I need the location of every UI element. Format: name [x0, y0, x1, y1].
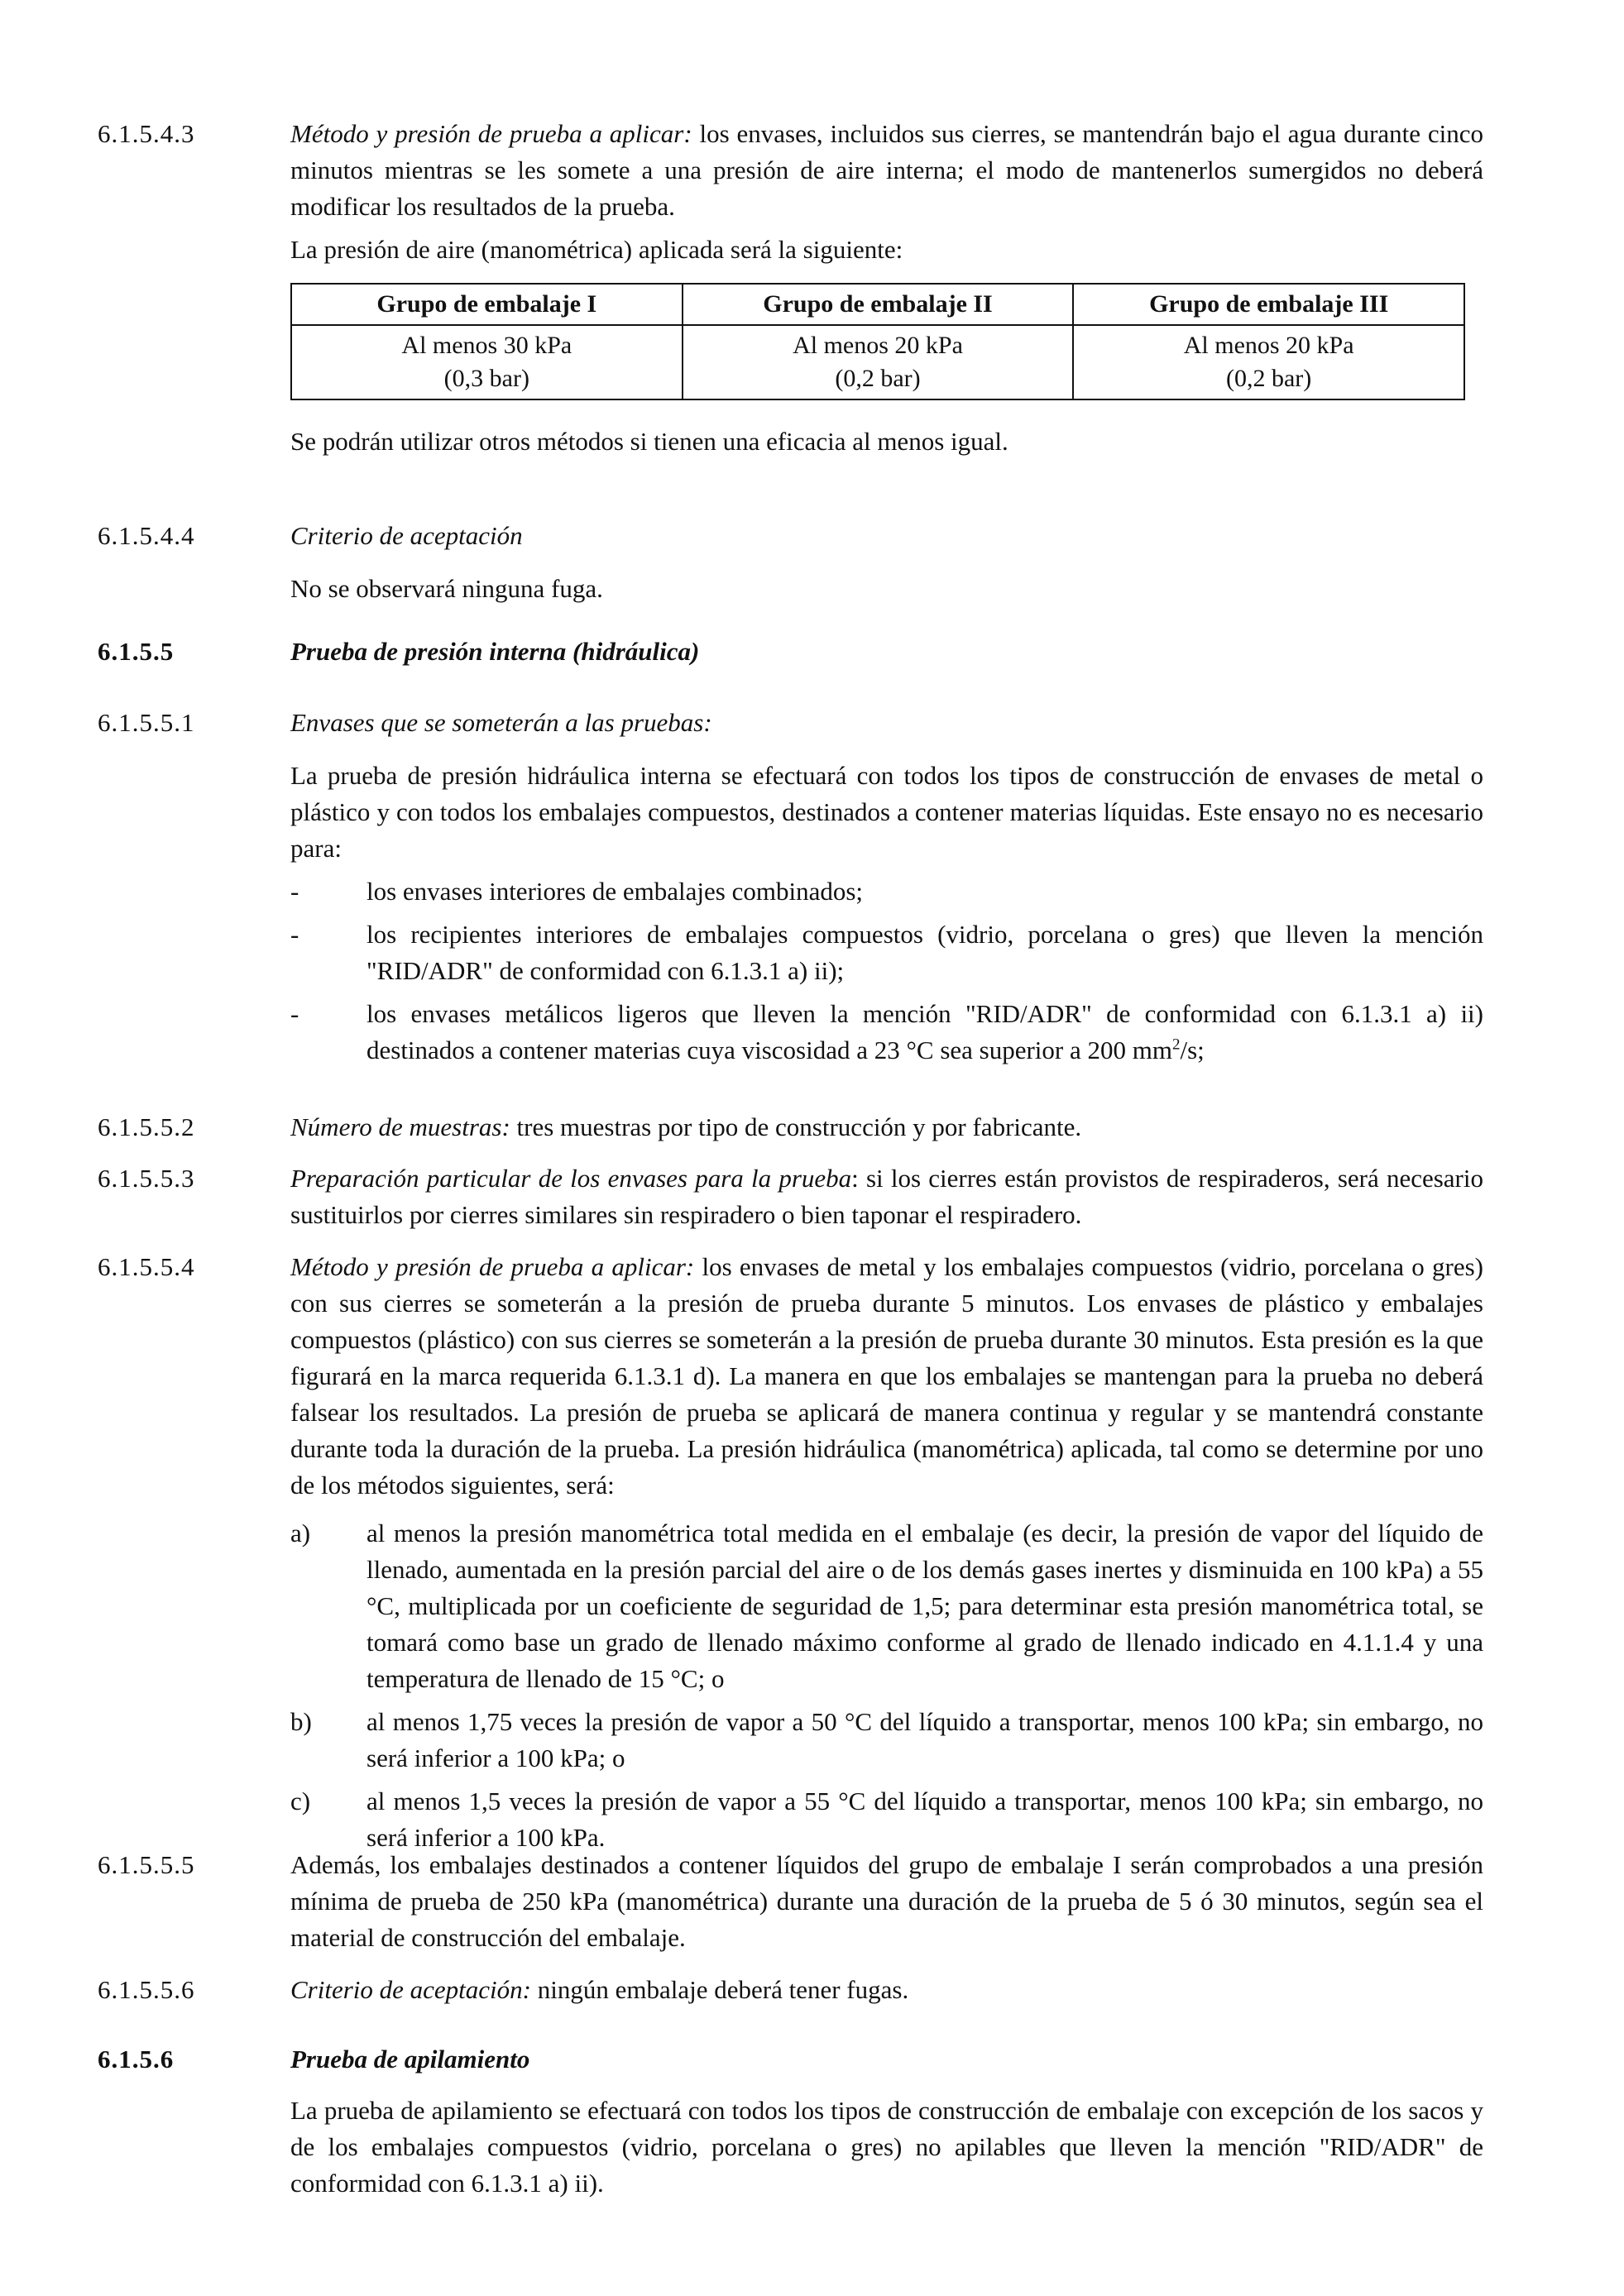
section-paragraph: No se observará ninguna fuga.	[290, 574, 603, 603]
section-number: 6.1.5.5.3	[98, 1164, 195, 1193]
section-number: 6.1.5.5.4	[98, 1252, 195, 1281]
table-cell: Al menos 20 kPa (0,2 bar)	[1073, 325, 1464, 399]
section-paragraph: Criterio de aceptación: ningún embalaje deberá tener fugas.	[290, 1975, 909, 2004]
section-title: Número de muestras:	[290, 1112, 510, 1141]
section-paragraph: Número de muestras: tres muestras por tipo de construcción y por fabricante.	[290, 1112, 1082, 1141]
section-title: Método y presión de prueba a aplicar:	[290, 1252, 695, 1281]
section-number: 6.1.5.5.2	[98, 1112, 195, 1141]
section-title: Método y presión de prueba a aplicar:	[290, 119, 692, 148]
section-paragraph: La prueba de presión hidráulica interna se efectuará con todos los tipos de construcción de envases de metal o plástico y con todos los embalajes compuestos, destinados a contener materias líquidas. Este ensayo no es necesario para:	[290, 761, 1483, 863]
air-pressure-table	[290, 283, 1465, 400]
table-cell: Al menos 30 kPa (0,3 bar)	[291, 325, 683, 399]
section-paragraph: Además, los embalajes destinados a contener líquidos del grupo de embalaje I serán comprobados a una presión mínima de prueba de 250 kPa (manométrica) durante una duración de la prueba de 5 ó 30 minutos, según sea el material de construcción del embalaje.	[290, 1850, 1483, 1952]
list-item: b) al menos 1,75 veces la presión de vapor a 50 °C del líquido a transportar, menos 100 kPa; sin embargo, no será inferior a 100 kPa; o	[290, 1707, 1483, 1772]
section-title: Preparación particular de los envases para la prueba	[290, 1164, 852, 1193]
section-paragraph: La prueba de apilamiento se efectuará con todos los tipos de construcción de embalaje con excepción de los sacos y de los embalajes compuestos (vidrio, porcelana o gres) no apilables que lleven la mención "RID/ADR" de conformidad con 6.1.3.1 a) ii).	[290, 2096, 1483, 2198]
section-title: Prueba de apilamiento	[290, 2045, 530, 2074]
list-item: c) al menos 1,5 veces la presión de vapor a 55 °C del líquido a transportar, menos 100 kPa; sin embargo, no será inferior a 100 kPa.	[290, 1787, 1483, 1852]
section-paragraph: Preparación particular de los envases para la prueba: si los cierres están provistos de respiraderos, será necesario sustituirlos por cierres similares sin respiradero o bien taponar el respiradero.	[290, 1164, 1483, 1229]
section-number: 6.1.5.5.6	[98, 1975, 195, 2004]
section-number: 6.1.5.4.3	[98, 119, 195, 148]
list-item: a) al menos la presión manométrica total medida en el embalaje (es decir, la presión de vapor del líquido de llenado, aumentada en la presión parcial del aire o de los demás gases inertes y disminuida en 100 kPa) a 55 °C, multiplicada por un coeficiente de seguridad de 1,5; para determinar esta presión manométrica total, se tomará como base un grado de llenado máximo conforme al grado de llenado indicado en 4.1.1.4 y una temperatura de llenado de 15 °C; o	[290, 1519, 1483, 1693]
section-number: 6.1.5.5	[98, 637, 175, 666]
list-item: - los envases metálicos ligeros que lleven la mención "RID/ADR" de conformidad con 6.1.3.1 a) ii) destinados a contener materias cuya viscosidad a 23 °C sea superior a 200 $mm^2/s$;	[290, 999, 1483, 1064]
section-title: Prueba de presión interna (hidráulica)	[290, 637, 700, 666]
section-number: 6.1.5.4.4	[98, 521, 195, 550]
section-title: Criterio de aceptación:	[290, 1975, 531, 2004]
table-cell: Al menos 20 kPa (0,2 bar)	[683, 325, 1074, 399]
section-note: Se podrán utilizar otros métodos si tienen una eficacia al menos igual.	[290, 427, 1008, 456]
section-paragraph: Método y presión de prueba a aplicar: los envases de metal y los embalajes compuestos (vidrio, porcelana o gres) con sus cierres se someterán a la presión de prueba durante 5 minutos. Los envases de plástico y embalajes compuestos (plástico) con sus cierres se someterán a la presión de prueba durante 30 minutos. Esta presión es la que figurará en la marca requerida 6.1.3.1 d). La manera en que los embalajes se mantengan para la prueba no deberá falsear los resultados. La presión de prueba se aplicará de manera continua y regular y se mantendrá constante durante toda la duración de la prueba. La presión hidráulica (manométrica) aplicada, tal como se determine por uno de los métodos siguientes, será:	[290, 1252, 1483, 1500]
table-header: Grupo de embalaje II	[683, 284, 1074, 325]
table-header: Grupo de embalaje I	[291, 284, 683, 325]
section-title: Envases que se someterán a las pruebas:	[290, 708, 712, 737]
section-number: 6.1.5.6	[98, 2045, 175, 2074]
table-intro: La presión de aire (manométrica) aplicada será la siguiente:	[290, 235, 903, 264]
list-item: - los envases interiores de embalajes combinados;	[290, 877, 864, 906]
table-header: Grupo de embalaje III	[1073, 284, 1464, 325]
list-item: - los recipientes interiores de embalajes compuestos (vidrio, porcelana o gres) que lleven la mención "RID/ADR" de conformidad con 6.1.3.1 a) ii);	[290, 920, 1483, 985]
section-number: 6.1.5.5.1	[98, 708, 195, 737]
section-number: 6.1.5.5.5	[98, 1850, 195, 1879]
section-paragraph: Método y presión de prueba a aplicar: los envases, incluidos sus cierres, se mantendrán bajo el agua durante cinco minutos mientras se les somete a una presión de aire interna; el modo de mantenerlos sumergidos no deberá modificar los resultados de la prueba.	[290, 119, 1483, 221]
section-title: Criterio de aceptación	[290, 521, 523, 550]
